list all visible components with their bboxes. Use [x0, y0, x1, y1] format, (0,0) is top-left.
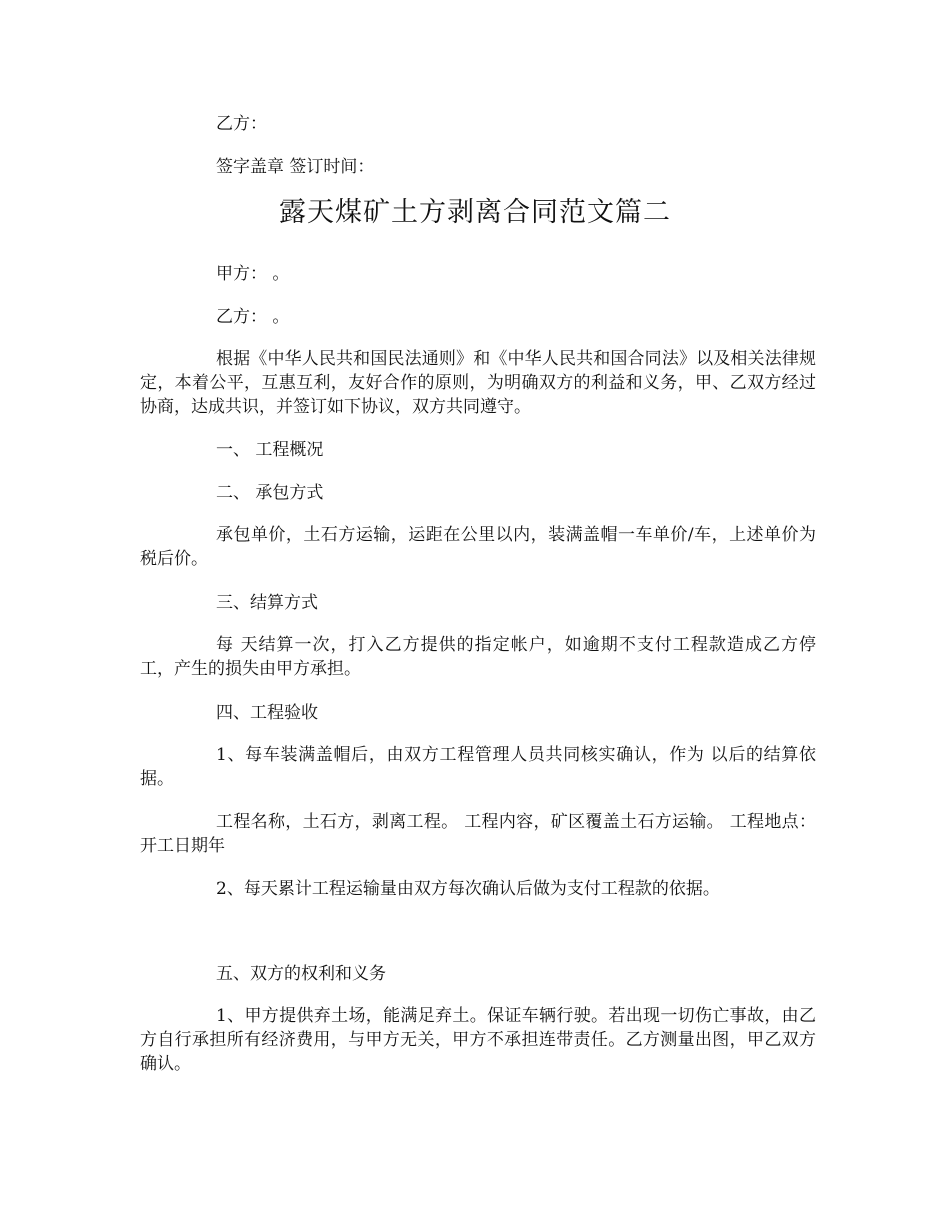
- document-title: 露天煤矿土方剥离合同范文篇二: [279, 197, 671, 228]
- section-5-item-1: 1、甲方提供弃土场，能满足弃土。保证车辆行驶。若出现一切伤亡事故，由乙方自行承担所有经济费用，与甲方无关，甲方不承担连带责任。乙方测量出图，甲乙双方确认。: [140, 1006, 816, 1074]
- section-4-heading: 四、工程验收: [216, 703, 318, 723]
- section-5-heading: 五、双方的权利和义务: [216, 964, 386, 984]
- sign-date-line: 签字盖章 签订时间：: [216, 157, 375, 177]
- section-3-heading: 三、结算方式: [216, 593, 318, 613]
- party-b-signature-label: 乙方：: [216, 114, 267, 134]
- section-3-body: 每 天结算一次，打入乙方提供的指定帐户，如逾期不支付工程款造成乙方停工，产生的损失由甲方承担。: [140, 635, 816, 679]
- intro-paragraph: 根据《中华人民共和国民法通则》和《中华人民共和国合同法》以及相关法律规定，本着公平，互惠互利，友好合作的原则，为明确双方的利益和义务，甲、乙双方经过协商，达成共识，并签订如下协议，双方共同遵守。: [140, 349, 816, 417]
- party-b-line: 乙方： 。: [216, 307, 290, 327]
- party-a-line: 甲方： 。: [216, 264, 290, 284]
- section-1-heading: 一、 工程概况: [216, 440, 324, 460]
- section-2-body: 承包单价，土石方运输，运距在公里以内，装满盖帽一车单价/车，上述单价为税后价。: [140, 525, 816, 569]
- section-4-item-2: 2、每天累计工程运输量由双方每次确认后做为支付工程款的依据。: [216, 879, 720, 899]
- section-4-project-info: 工程名称，土石方，剥离工程。 工程内容，矿区覆盖土石方运输。 工程地点： 开工日期年: [140, 812, 816, 856]
- section-4-item-1: 1、每车装满盖帽后，由双方工程管理人员共同核实确认，作为 以后的结算依据。: [140, 745, 816, 789]
- section-2-heading: 二、 承包方式: [216, 483, 324, 503]
